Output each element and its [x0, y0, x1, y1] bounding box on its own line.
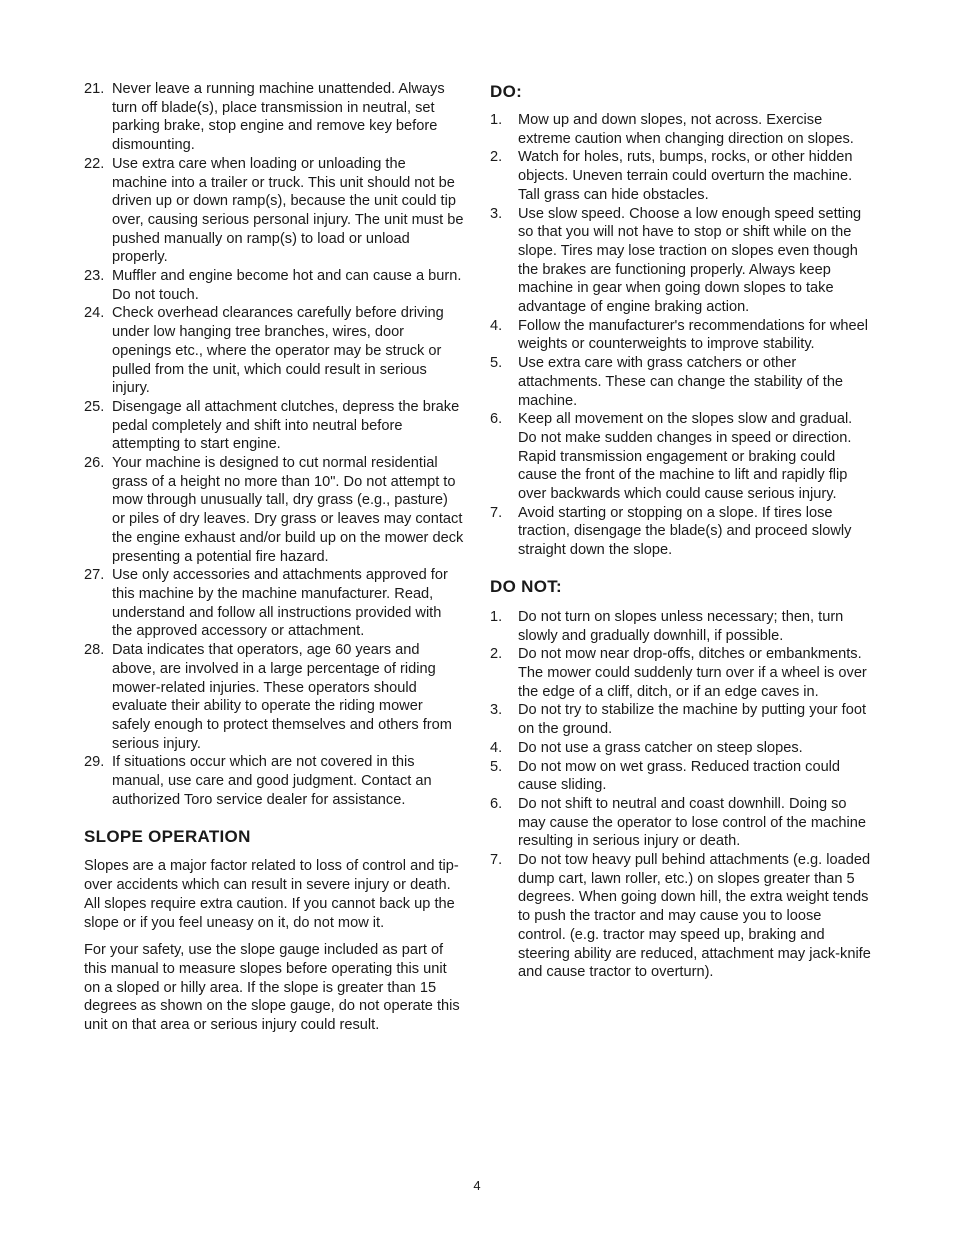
do-list: [490, 111, 872, 560]
item-number: 24.: [84, 305, 105, 322]
list-item: [84, 641, 464, 753]
item-number: 21.: [84, 81, 105, 97]
item-text: Do not turn on slopes unless necessary; then, turn slowly and gradually downhill, if possible.: [518, 608, 844, 644]
list-item: [490, 317, 872, 354]
slope-operation-heading: SLOPE OPERATION: [84, 827, 251, 847]
list-item: [490, 608, 872, 645]
item-text: Muffler and engine become hot and can cause a burn. Do not touch.: [112, 268, 462, 303]
item-number: 1.: [490, 112, 503, 128]
item-number: 6.: [490, 795, 503, 812]
item-number: 22.: [84, 155, 105, 172]
list-item: [84, 155, 464, 267]
list-item: [490, 410, 872, 504]
item-text: Never leave a running machine unattended. Always turn off blade(s), place transmission in neutral, set parking brake, stop engine and remove key before dismounting.: [112, 81, 445, 154]
item-text: Use extra care with grass catchers or other attachments. These can change the stability of the machine.: [518, 355, 844, 409]
item-text: Do not mow near drop-offs, ditches or embankments. The mower could suddenly turn over if a wheel is over the edge of a cliff, ditch, or if an edge caves in.: [518, 646, 867, 700]
item-text: If situations occur which are not covered in this manual, use care and good judgment. Contact an authorized Toro service dealer for assistance.: [112, 754, 432, 808]
right-column: [490, 80, 872, 982]
list-item: [490, 354, 872, 410]
slope-paragraph: For your safety, use the slope gauge included as part of this manual to measure slopes before operating this unit on a sloped or hilly area. If the slope is greater than 15 degrees as shown on the slope gauge, do not operate this unit on that area or serious injury could result.: [84, 942, 460, 1034]
item-number: 28.: [84, 642, 105, 659]
item-text: Avoid starting or stopping on a slope. If tires lose traction, disengage the blade(s) and proceed slowly straight down the slope.: [518, 504, 852, 559]
list-item: [84, 267, 464, 304]
list-item: [84, 398, 464, 454]
item-text: Disengage all attachment clutches, depress the brake pedal completely and shift into neutral before attempting to start engine.: [112, 398, 460, 453]
item-text: Mow up and down slopes, not across. Exercise extreme caution when changing direction on slopes.: [518, 112, 854, 147]
list-item: [84, 80, 464, 155]
item-text: Use slow speed. Choose a low enough speed setting so that you will not have to stop or shift while on the slope. Tires may lose traction on slopes even though the brakes are functioning properly. Always keep machine in gear when going down slopes to take advantage of engine braking action.: [518, 205, 862, 316]
list-item: [490, 758, 872, 795]
list-item: [490, 701, 872, 738]
item-number: 6.: [490, 411, 503, 428]
item-number: 23.: [84, 268, 105, 285]
item-text: Watch for holes, ruts, bumps, rocks, or other hidden objects. Uneven terrain could overturn the machine. Tall grass can hide obstacles.: [518, 149, 853, 203]
item-text: Follow the manufacturer's recommendations for wheel weights or counterweights to improve stability.: [518, 317, 868, 353]
item-text: Do not mow on wet grass. Reduced traction could cause sliding.: [518, 758, 841, 794]
do-not-heading: DO NOT:: [490, 576, 562, 596]
item-number: 7.: [490, 852, 503, 869]
list-item: [490, 739, 872, 758]
item-text: Check overhead clearances carefully before driving under low hanging tree branches, wires, door openings etc., where the operator may be struck or pulled from the unit, which could result in serious injury.: [112, 305, 444, 397]
list-item: [84, 454, 464, 566]
list-item: [84, 753, 464, 809]
do-not-list: [490, 608, 872, 982]
item-text: Do not tow heavy pull behind attachments (e.g. loaded dump cart, lawn roller, etc.) on slopes greater than 5 degrees. When going down hill, the extra weight tends to push the tractor and may cause you to loose control. (e.g. tractor may speed up, braking and steering ability are reduced, attachment may jack-knife and cause tractor to overturn).: [518, 852, 871, 981]
item-number: 26.: [84, 455, 105, 472]
item-text: Do not use a grass catcher on steep slopes.: [518, 739, 803, 756]
item-number: 4.: [490, 317, 503, 334]
safety-rules-list: [84, 80, 464, 809]
item-text: Data indicates that operators, age 60 years and above, are involved in a large percentage of riding mower-related injuries. These operators should evaluate their ability to operate the riding mower safely enough to protect themselves and others from serious injury.: [112, 642, 452, 752]
item-number: 2.: [490, 646, 503, 663]
item-number: 29.: [84, 754, 105, 771]
item-number: 25.: [84, 398, 105, 415]
item-number: 3.: [490, 205, 503, 222]
list-item: [490, 795, 872, 851]
item-text: Keep all movement on the slopes slow and gradual. Do not make sudden changes in speed or direction. Rapid transmission engagement or braking could cause the front of the machine to lift and rapidly flip over backwards which could cause serious injury.: [518, 411, 853, 503]
left-column: [84, 80, 464, 1044]
item-number: 5.: [490, 758, 503, 775]
list-item: [84, 304, 464, 398]
list-item: [490, 205, 872, 317]
item-number: 7.: [490, 504, 503, 521]
item-text: Use only accessories and attachments approved for this machine by the machine manufacturer. Read, understand and follow all instructions provided with the approved accessory or attachment.: [112, 567, 448, 640]
list-item: [490, 851, 872, 982]
item-number: 1.: [490, 608, 503, 625]
item-number: 5.: [490, 355, 503, 372]
do-heading: DO:: [490, 82, 523, 101]
item-number: 4.: [490, 739, 503, 756]
list-item: [490, 111, 872, 148]
item-number: 2.: [490, 149, 503, 166]
slope-paragraph: Slopes are a major factor related to loss of control and tip-over accidents which can result in severe injury or death. All slopes require extra caution. If you cannot back up the slope or if you feel uneasy on it, do not mow it.: [84, 858, 459, 931]
list-item: [490, 504, 872, 560]
page-number: 4: [473, 1178, 481, 1193]
item-number: 27.: [84, 567, 105, 584]
item-number: 3.: [490, 702, 503, 719]
item-text: Do not shift to neutral and coast downhill. Doing so may cause the operator to lose control of the machine resulting in serious injury or death.: [518, 795, 867, 850]
list-item: [490, 645, 872, 701]
item-text: Do not try to stabilize the machine by putting your foot on the ground.: [518, 702, 867, 738]
list-item: [84, 566, 464, 641]
list-item: [490, 148, 872, 204]
item-text: Your machine is designed to cut normal residential grass of a height no more than 10". Do not attempt to mow through unusually tall, dry grass (e.g., pasture) or piles of dry leaves. Dry grass or leaves may contact the engine exhaust and/or build up on the mower deck presenting a potential fire hazard.: [112, 455, 464, 565]
item-text: Use extra care when loading or unloading the machine into a trailer or truck. This unit should not be driven up or down ramp(s), because the unit could tip over, causing serious personal injury. The unit must be pushed manually on ramp(s) to load or unload properly.: [112, 155, 464, 266]
